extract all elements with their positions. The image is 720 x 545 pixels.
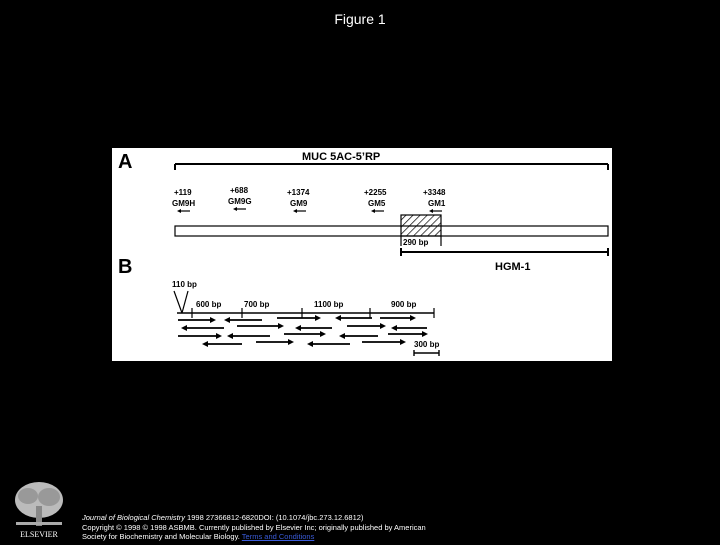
marker-name: GM1: [428, 199, 446, 208]
marker-name: GM9G: [228, 197, 252, 206]
scale-label: 300 bp: [414, 340, 440, 349]
citation-text: 1998 27366812-6820DOI: (10.1074/jbc.273.12.6812): [184, 513, 364, 522]
restriction-map-diagram: [112, 148, 612, 361]
segment-label: 600 bp: [196, 300, 222, 309]
construct-label: MUC 5AC-5’RP: [302, 151, 381, 163]
citation-footer: [82, 513, 712, 542]
marker-position: +688: [230, 186, 249, 195]
copyright-text: Copyright © 1998 © 1998 ASBMB. Currently published by Elsevier Inc; originally published by American: [82, 522, 426, 532]
marker-position: +1374: [287, 188, 310, 197]
society-text: Society for Biochemistry and Molecular Biology.: [82, 532, 242, 541]
sequence-bar: [175, 226, 608, 236]
segment-label: 900 bp: [391, 300, 417, 309]
clone-label: HGM-1: [495, 261, 531, 273]
panel-b-label: B: [118, 256, 133, 278]
panel-a-label: A: [118, 151, 133, 173]
elsevier-logo: [6, 478, 72, 540]
primer-markers: [172, 186, 446, 213]
marker-name: GM5: [368, 199, 386, 208]
logo-text: ELSEVIER: [20, 530, 58, 539]
tree-icon: [6, 478, 72, 540]
marker-name: GM9H: [172, 199, 196, 208]
marker-name: GM9: [290, 199, 308, 208]
terms-link[interactable]: Terms and Conditions: [241, 532, 315, 541]
journal-name: Journal of Biological Chemistry: [82, 513, 185, 522]
segment-label: 110 bp: [172, 280, 197, 289]
hatched-region: [401, 215, 441, 236]
figure-image: [112, 148, 612, 361]
marker-position: +3348: [423, 188, 446, 197]
sequencing-arrows: [178, 315, 428, 347]
page-title: Figure 1: [334, 11, 386, 27]
marker-position: +2255: [364, 188, 387, 197]
marker-position: +119: [174, 188, 192, 197]
bracket-label: 290 bp: [403, 238, 429, 247]
segment-label: 1100 bp: [314, 300, 344, 309]
segment-label: 700 bp: [244, 300, 270, 309]
